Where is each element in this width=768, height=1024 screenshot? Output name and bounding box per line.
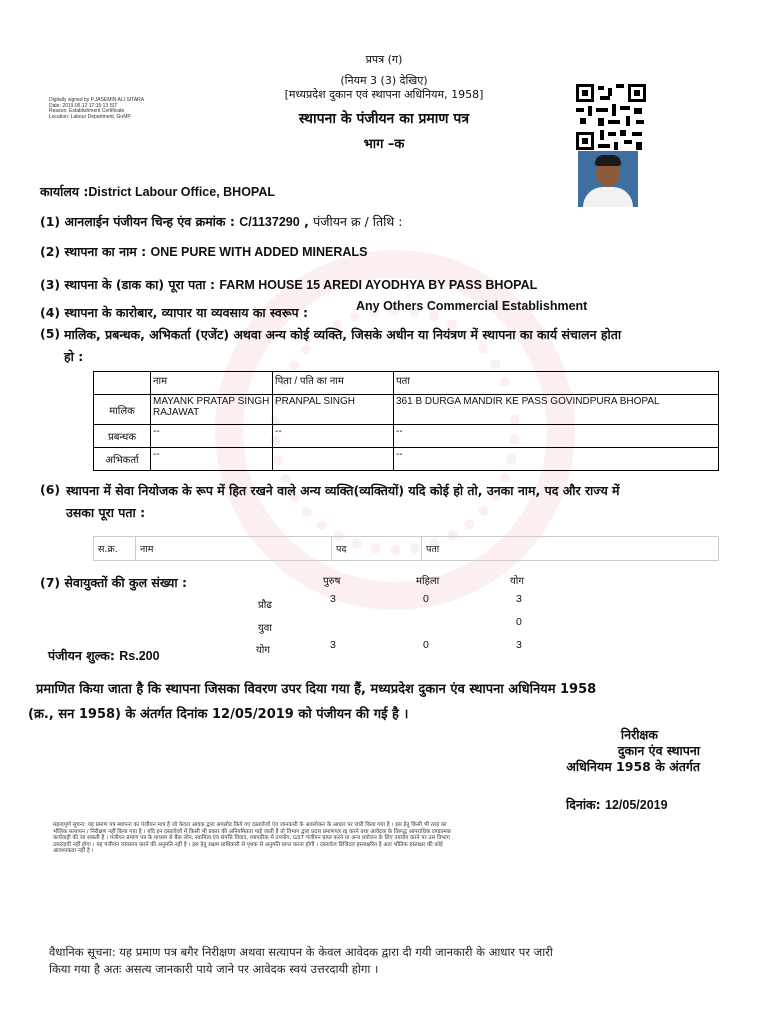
adult-total-count: 3: [516, 593, 522, 605]
issue-date-line: [566, 796, 668, 813]
signature-line: Location: Labour Department, GoMP: [49, 113, 131, 120]
notice-line: महत्वपूर्ण सूचना: यह प्रमाण पत्र स्थापना का पंजीयन मात्र है जो केवल आवक द्वारा अपलोड किये गए दस्तावेजों एंव जानकारी के अवलोकन के आधार पर जारी किया गया है । इस हेतु किसी भी तरह का: [53, 822, 447, 828]
registration-fee-value: Rs.200: [119, 649, 160, 663]
notice-line: उत्तरदायी नहीं होगा । यह पंजीयन व्यवसाय करने की अनुमति नहीं है । इस हेतु सक्षम प्राधिकारी से पृथक से अनुमति प्राप्त करना होगी । दस्तावेज डिजिटल हस्ताक्षरित है अतः भौतिक हस्ताक्षर की कोई: [53, 841, 443, 848]
table-cell: पद: [332, 537, 422, 561]
employee-count-label: (7) सेवायुक्तों की कुल संख्या :: [40, 575, 187, 590]
item-5-text-cont: हो :: [64, 349, 84, 364]
inspector-block: [540, 727, 700, 775]
signature-line: Digitally signed by P.JASEMIN ALI SITARA: [49, 97, 145, 103]
table-cell: --: [151, 425, 273, 448]
notice-line: कार्यवाही की जा सकती है । पंजीयन प्रमाण पत्र के माध्यम से बैंक लोन, स्वामित्व एंव संपत्ति विवाद, व्यापारिक में उपयोग, GST पंजीयन प्राप्त करने या अन्य प्रयोजन के लिए उपयोग करने पर उस विभाग: [53, 835, 450, 841]
qr-code: [576, 84, 646, 150]
table-cell: [273, 448, 394, 471]
table-cell: --: [273, 425, 394, 448]
part-label: भाग –क: [363, 137, 405, 152]
table-cell: पिता / पति का नाम: [273, 372, 394, 395]
table-cell: --: [394, 448, 719, 471]
table-cell: प्रबन्धक: [94, 425, 151, 448]
notice-line: भौतिक सत्यापन / निरीक्षण नहीं किया गया है । यदि इन दस्तावेजों में किसी भी प्रकार की अनियमितता पाई जाती है तो विभाग द्वारा प्रदत्त प्रमाणपत्र रद्द करने तथा आवेदक के विरूद्ध आपराधिक दण्डात्मक: [53, 828, 451, 835]
registration-fee-line: [48, 647, 160, 664]
table-cell: नाम: [151, 372, 273, 395]
total-male-count: 3: [330, 639, 336, 651]
table-cell: --: [151, 448, 273, 471]
youth-total-count: 0: [516, 616, 522, 628]
item-6-text-cont: उसका पूरा पता :: [66, 505, 146, 520]
total-female-count: 0: [423, 639, 429, 651]
col-header-male: पुरुष: [323, 576, 341, 587]
establishment-name-label: (2) स्थापना का नाम :: [40, 244, 147, 259]
col-header-female: महिला: [416, 576, 440, 587]
legal-notice-line: किया गया है अतः असत्य जानकारी पाये जाने पर आवेदक स्वयं उत्तरदायी होगा ।: [49, 962, 379, 976]
establishment-address-value: FARM HOUSE 15 AREDI AYODHYA BY PASS BHOPAL: [219, 278, 538, 292]
table-cell: PRANPAL SINGH: [273, 395, 394, 425]
other-persons-table: [93, 536, 719, 561]
rule-reference: (नियम 3 (3) देखिए): [340, 74, 428, 87]
table-row: [94, 395, 719, 425]
item-5-number: (5): [40, 326, 61, 341]
table-header-row: [94, 372, 719, 395]
business-nature-label: (4) स्थापना के कारोबार, व्यापार या व्यवसाय का स्वरूप :: [40, 305, 309, 320]
important-notice: [53, 822, 713, 855]
legal-notice-line: वैधानिक सूचना: यह प्रमाण पत्र बगैर निरीक्षण अथवा सत्यापन के केवल आवेदक द्वारा दी गयी जानकारी के आधार पर जारी: [49, 945, 553, 959]
row-label-adult: प्रौढ: [258, 600, 272, 611]
establishment-name-value: ONE PURE WITH ADDED MINERALS: [150, 245, 368, 259]
separator: ,: [304, 214, 309, 229]
certification-line-2: (क्र., सन 1958) के अंतर्गत दिनांक 12/05/2019 को पंजीयन की गई है ।: [28, 707, 409, 722]
table-header-row: [94, 537, 719, 561]
table-cell: स.क्र.: [94, 537, 136, 561]
office-value: District Labour Office, BHOPAL: [88, 185, 275, 199]
certification-line-1: प्रमाणित किया जाता है कि स्थापना जिसका विवरण उपर दिया गया हैं, मध्यप्रदेश दुकान एंव स्थापना अधिनियम 1958: [36, 682, 597, 697]
digital-signature: [49, 98, 144, 120]
table-cell: MAYANK PRATAP SINGH RAJAWAT: [151, 395, 273, 425]
table-cell: पता: [422, 537, 719, 561]
signature-line: Date: 2019.05.12 17:15:13 IST: [49, 102, 118, 109]
registration-number-label: (1) आनलाईन पंजीयन चिन्ह एंव क्रमांक :: [40, 214, 235, 229]
item-5-text: मालिक, प्रबन्धक, अभिकर्ता (एजेंट) अथवा अन्य कोई व्यक्ति, जिसके अधीन या नियंत्रण में स्थापना का कार्य संचालन होता: [64, 327, 622, 342]
col-header-total: योग: [510, 576, 525, 587]
establishment-address-label: (3) स्थापना के (डाक का) पूरा पता :: [40, 277, 215, 292]
registration-date-label: पंजीयन क्र / तिथि :: [313, 214, 403, 229]
adult-male-count: 3: [330, 593, 336, 605]
establishment-address-line: [40, 276, 537, 293]
inspector-act: अधिनियम 1958 के अंतर्गत: [566, 759, 700, 774]
registration-number-line: [40, 213, 402, 230]
registration-number-value: C/1137290: [239, 215, 300, 229]
table-cell: पता: [394, 372, 719, 395]
issue-date-value: 12/05/2019: [605, 798, 668, 812]
office-label: कार्यालय :: [40, 184, 89, 199]
signature-line: Reason: Establishment Certificate: [49, 108, 125, 115]
inspector-title: निरीक्षक: [620, 727, 658, 742]
certificate-title: स्थापना के पंजीयन का प्रमाण पत्र: [298, 111, 470, 127]
adult-female-count: 0: [423, 593, 429, 605]
table-cell: अभिकर्ता: [94, 448, 151, 471]
office-line: [40, 183, 275, 200]
row-label-total: योग: [256, 645, 271, 656]
table-cell: नाम: [136, 537, 332, 561]
table-cell: 361 B DURGA MANDIR KE PASS GOVINDPURA BHOPAL: [394, 395, 719, 425]
business-nature-value: Any Others Commercial Establishment: [356, 299, 588, 313]
item-6-text: स्थापना में सेवा नियोजक के रूप में हित रखने वाले अन्य व्यक्ति(व्यक्तियों) यदि कोई हो तो, उनका नाम, पद और राज्य में: [66, 483, 620, 498]
owner-photo: [578, 151, 638, 207]
row-label-youth: युवा: [258, 623, 272, 634]
inspector-department: दुकान एंव स्थापना: [617, 743, 700, 758]
act-reference: [मध्यप्रदेश दुकान एवं स्थापना अधिनियम, 1958]: [284, 88, 484, 101]
issue-date-label: दिनांक:: [566, 797, 601, 812]
total-total-count: 3: [516, 639, 522, 651]
legal-notice: [49, 944, 729, 978]
table-cell: मालिक: [94, 395, 151, 425]
item-6-number: (6): [40, 482, 61, 497]
notice-line: आवश्यकता नहीं है ।: [53, 848, 94, 854]
establishment-name-line: [40, 243, 367, 260]
table-row: [94, 425, 719, 448]
form-number: प्रपत्र (ग): [365, 53, 403, 66]
registration-fee-label: पंजीयन शुल्क:: [48, 648, 115, 663]
table-cell: [94, 372, 151, 395]
table-row: [94, 448, 719, 471]
owner-table: [93, 371, 719, 471]
table-cell: --: [394, 425, 719, 448]
